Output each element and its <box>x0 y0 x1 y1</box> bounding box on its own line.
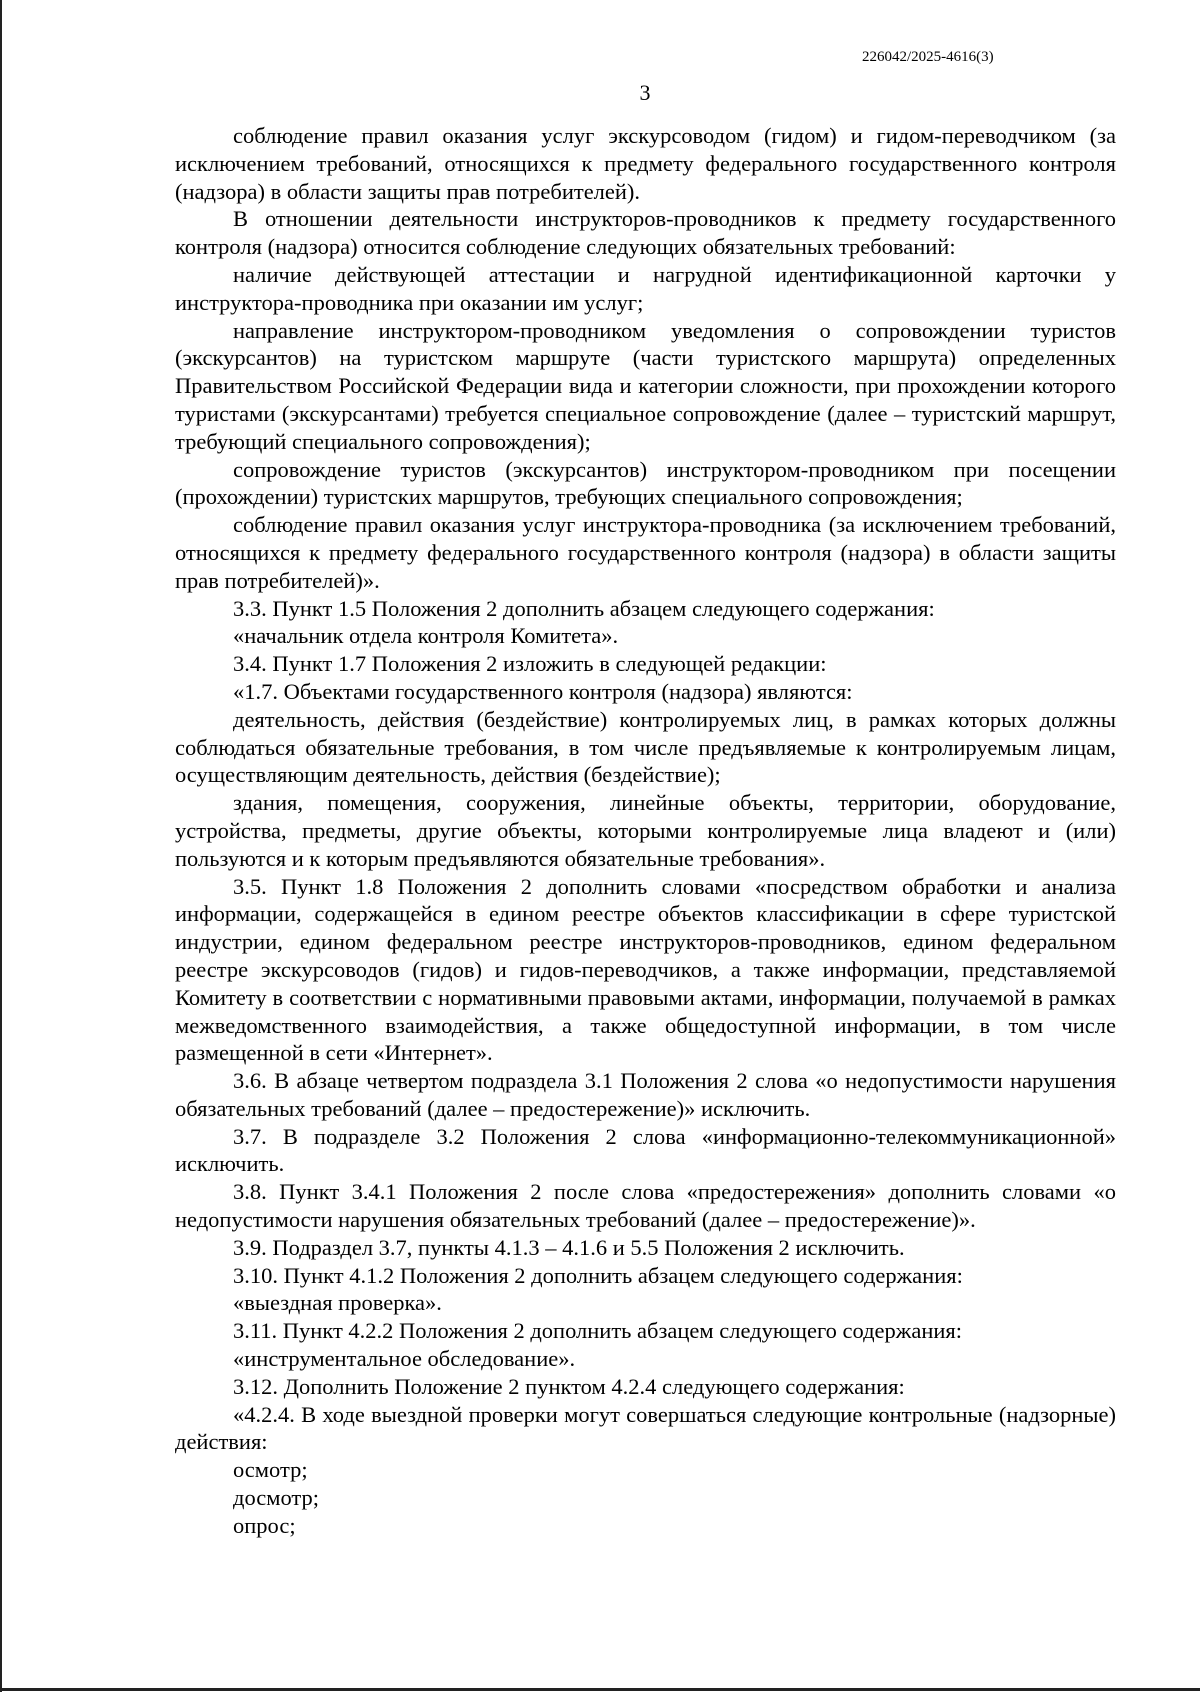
document-number: 226042/2025-4616(3) <box>862 49 994 65</box>
paragraph: 3.5. Пункт 1.8 Положения 2 дополнить словами «посредством обработки и анализа информации, содержащейся в едином реестре объектов классификации в сфере туристской индустрии, едином федеральном реестре инструкторов-проводников, едином федеральном реестре экскурсоводов (гидов) и гидов-переводчиков, а также информации, представляемой Комитету в соответствии с нормативными правовыми актами, информации, получаемой в рамках межведомственного взаимодействия, а также общедоступной информации, в том числе размещенной в сети «Интернет». <box>175 873 1116 1066</box>
paragraph: соблюдение правил оказания услуг экскурсоводом (гидом) и гидом-переводчиком (за исключением требований, относящихся к предмету федерального государственного контроля (надзора) в области защиты прав потребителей). <box>175 123 1116 204</box>
paragraph: 3.10. Пункт 4.1.2 Положения 2 дополнить абзацем следующего содержания: <box>233 1262 963 1288</box>
paragraph: 3.7. В подразделе 3.2 Положения 2 слова «информационно-телекоммуникационной» исключить. <box>175 1123 1116 1177</box>
paragraph: 3.4. Пункт 1.7 Положения 2 изложить в следующей редакции: <box>233 651 827 677</box>
paragraph: деятельность, действия (бездействие) контролируемых лиц, в рамках которых должны соблюдаться обязательные требования, в том числе предъявляемые к контролируемым лицам, осуществляющим деятельность, действия (бездействие); <box>175 706 1116 788</box>
paragraph: 3.8. Пункт 3.4.1 Положения 2 после слова «предостережения» дополнить словами «о недопустимости нарушения обязательных требований (далее – предостережение)». <box>175 1179 1116 1233</box>
paragraph: 3.11. Пункт 4.2.2 Положения 2 дополнить абзацем следующего содержания: <box>233 1318 963 1344</box>
paragraph: опрос; <box>233 1512 296 1538</box>
page-number: 3 <box>639 80 651 105</box>
paragraph: наличие действующей аттестации и нагрудной идентификационной карточки у инструктора-проводника при оказании им услуг; <box>175 261 1116 315</box>
paragraph: 3.6. В абзаце четвертом подраздела 3.1 Положения 2 слова «о недопустимости нарушения обязательных требований (далее – предостережение)» исключить. <box>175 1068 1116 1121</box>
paragraph: 3.3. Пункт 1.5 Положения 2 дополнить абзацем следующего содержания: <box>233 595 935 621</box>
paragraph: «инструментальное обследование». <box>233 1346 576 1372</box>
paragraph: «4.2.4. В ходе выездной проверки могут совершаться следующие контрольные (надзорные) действия: <box>175 1401 1116 1455</box>
paragraph: 3.12. Дополнить Положение 2 пунктом 4.2.4 следующего содержания: <box>233 1373 905 1399</box>
paragraph: осмотр; <box>233 1457 308 1483</box>
paragraph: «выездная проверка». <box>233 1290 442 1316</box>
paragraph: здания, помещения, сооружения, линейные объекты, территории, оборудование, устройства, предметы, другие объекты, которыми контролируемые лица владеют и (или) пользуются и к которым предъявляются обязательные требования». <box>175 790 1116 871</box>
paragraph: досмотр; <box>233 1485 320 1511</box>
document-body <box>175 122 1116 1540</box>
paragraph: В отношении деятельности инструкторов-проводников к предмету государственного контроля (надзора) относится соблюдение следующих обязательных требований: <box>175 206 1116 260</box>
paragraph: 3.9. Подраздел 3.7, пункты 4.1.3 – 4.1.6 и 5.5 Положения 2 исключить. <box>233 1234 905 1260</box>
scan-bottom-border <box>0 1688 1200 1691</box>
paragraph: сопровождение туристов (экскурсантов) инструктором-проводником при посещении (прохождении) туристских маршрутов, требующих специального сопровождения; <box>175 456 1116 510</box>
paragraph: «1.7. Объектами государственного контроля (надзора) являются: <box>233 678 853 704</box>
paragraph: «начальник отдела контроля Комитета». <box>233 623 619 649</box>
scan-left-border <box>0 0 2 1692</box>
paragraph: направление инструктором-проводником уведомления о сопровождении туристов (экскурсантов) на туристском маршруте (части туристского маршрута) определенных Правительством Российской Федерации вида и категории сложности, при прохождении которого туристами (экскурсантами) требуется специальное сопровождение (далее – туристский маршрут, требующий специального сопровождения); <box>175 317 1116 454</box>
paragraph: соблюдение правил оказания услуг инструктора-проводника (за исключением требований, относящихся к предмету федерального государственного контроля (надзора) в области защиты прав потребителей)». <box>175 512 1116 593</box>
